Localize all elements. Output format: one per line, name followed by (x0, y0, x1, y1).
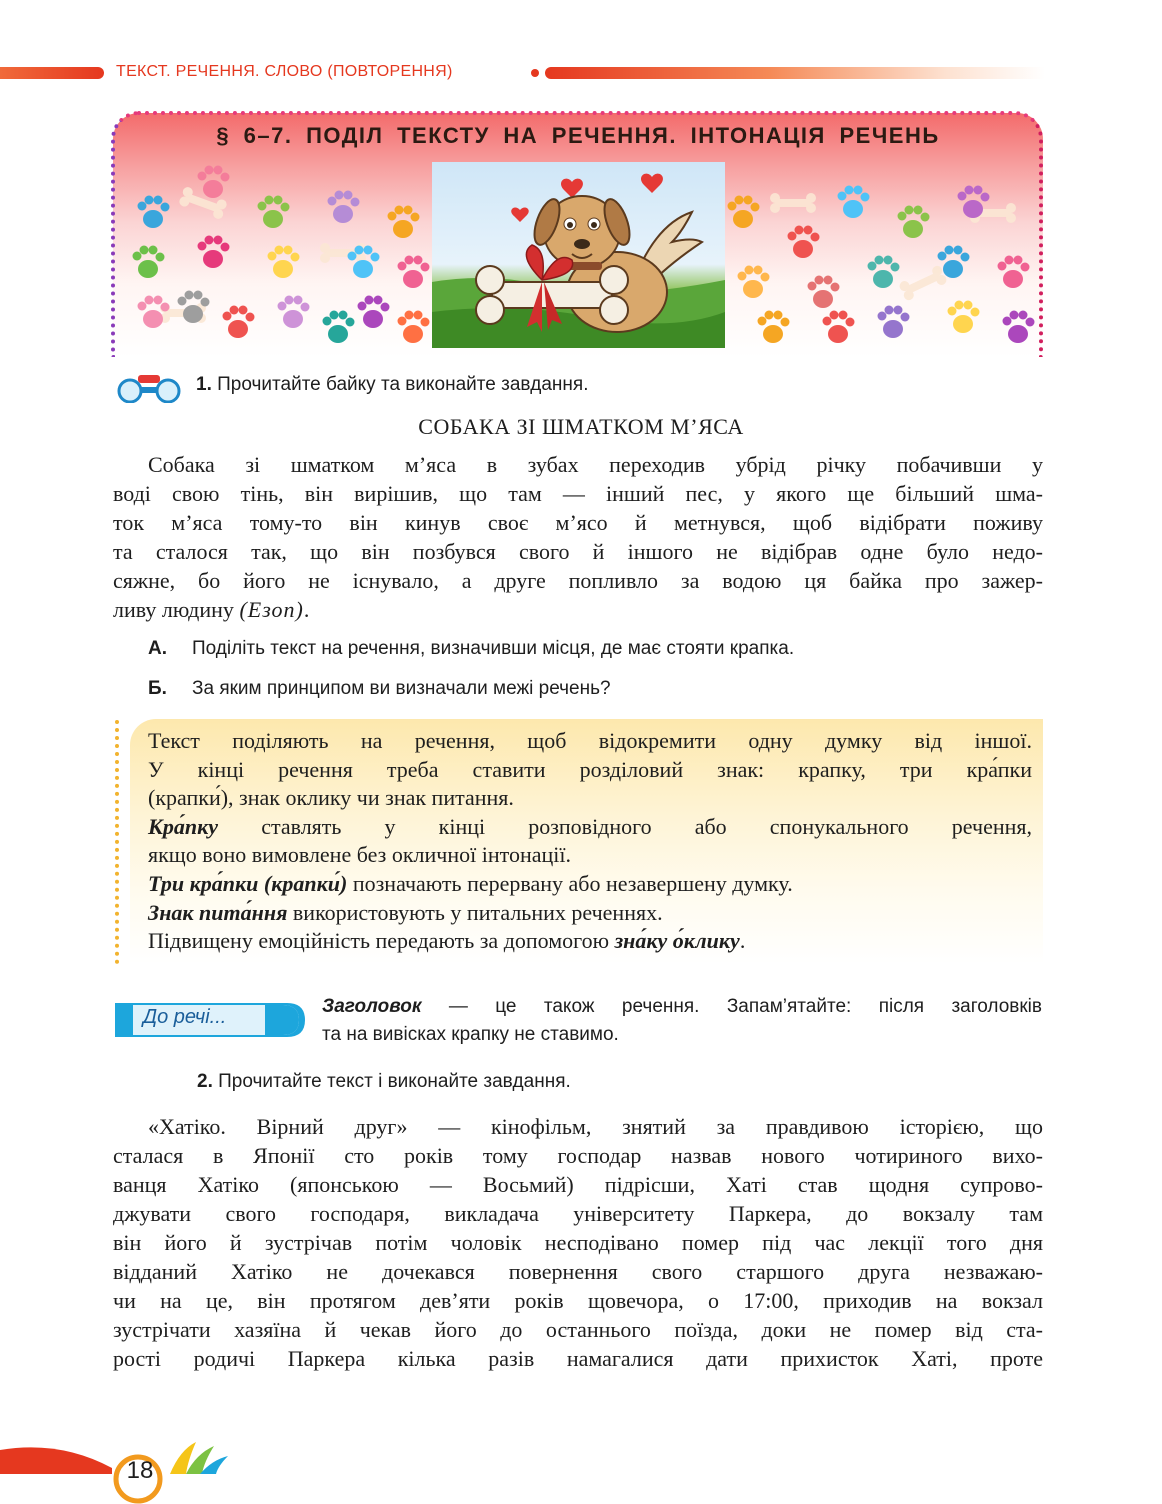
hachiko-line: сталася в Японії сто років тому господар назвав нового чотириного вихо- (113, 1143, 1043, 1168)
fable-author: (Езоп) (239, 597, 304, 622)
dog-with-bone-icon (432, 162, 725, 348)
fable-text (113, 450, 1043, 624)
do-rechi-text: Заголовок — це також речення. Запам’ятайте: після заголовків та на вивісках крапку не ставимо. (322, 996, 1042, 1045)
hachiko-line: чи на це, він протягом дев’яти років щовечора, о 17:00, приходив на вокзал (113, 1288, 1043, 1313)
hachiko-line: рості родичі Паркера кілька разів намагалися дати прихисток Хаті, проте (113, 1346, 1043, 1371)
hachiko-text (113, 1112, 1043, 1373)
header-bar-right (545, 67, 1045, 79)
section-title: ТЕКСТ. РЕЧЕННЯ. СЛОВО (ПОВТОРЕННЯ) (116, 63, 453, 80)
binoculars-icon (112, 373, 186, 403)
hachiko-line: зустрічати хазяїна й чекав його до останнього поїзда, доки не помер від ста- (113, 1317, 1043, 1342)
fable-line: сяжне, бо його не існувало, а друге попливло за водою ця байка про зажер- (113, 568, 1043, 593)
hachiko-line: джувати свого господаря, викладача університету Паркера, до вокзалу там (113, 1201, 1043, 1226)
fable-title: СОБАКА ЗІ ШМАТКОМ М’ЯСА (418, 414, 744, 439)
lesson-title: § 6–7. ПОДІЛ ТЕКСТУ НА РЕЧЕННЯ. ІНТОНАЦІЯ РЕЧЕНЬ (216, 123, 940, 148)
fable-last-line: ливу людину (Езоп). (113, 597, 310, 622)
fable-line: Собака зі шматком м’яса в зубах переходив убрід річку побачивши у (148, 452, 1043, 477)
rule-dotted-border (115, 720, 123, 964)
task-2-instruction: 2. Прочитайте текст і виконайте завдання. (197, 1071, 571, 1092)
header-bar-left (0, 67, 104, 79)
task-1-instruction: 1. Прочитайте байку та виконайте завдання. (196, 374, 589, 395)
header-dot (531, 69, 539, 77)
rule-text: Текст поділяють на речення, щоб відокремити одну думку від іншої. У кінці речення треба ставити розділовий знак: крапку, три кра́пки (крапки́), знак оклику чи знак питання. Кра́пку ставлять у кінці розповідного або спонукального речення, якщо воно вимовлене без окличної інтонації. Три кра́пки (крапки́) позначають перервану або незавершену думку. Знак пита́ння використовують у питальних реченнях. Підвищену емоційність передають за допомогою зна́ку о́клику. (148, 728, 1032, 954)
dog-illustration (432, 162, 725, 348)
fable-line: ток м’яса тому-то він кинув своє м’ясо й метнувся, щоб відібрати поживу (113, 510, 1043, 535)
question-b: Б. За яким принципом ви визначали межі речень? (148, 678, 611, 699)
page-number: 18 (126, 1457, 154, 1484)
fable-line: воді свою тінь, він вирішив, що там — інший пес, у якого ще більший шма- (113, 481, 1043, 506)
do-rechi-label: До речі... (143, 1006, 227, 1028)
hachiko-line: відданий Хатіко не дочекався повернення свого старшого друга незважаю- (113, 1259, 1043, 1284)
hachiko-line: «Хатіко. Вірний друг» — кінофільм, знятий за правдивою історією, що (148, 1114, 1043, 1139)
question-a: А. Поділіть текст на речення, визначивши місця, де має стояти крапка. (148, 638, 795, 659)
fable-line: та сталося так, що він позбувся свого й іншого не відібрав одне було недо- (113, 539, 1043, 564)
hachiko-line: ванця Хатіко (японською — Восьмий) підрісши, Хаті став щодня супрово- (113, 1172, 1043, 1197)
hachiko-line: він його й зустрічав потім чоловік несподівано помер під час лекції того дня (113, 1230, 1043, 1255)
